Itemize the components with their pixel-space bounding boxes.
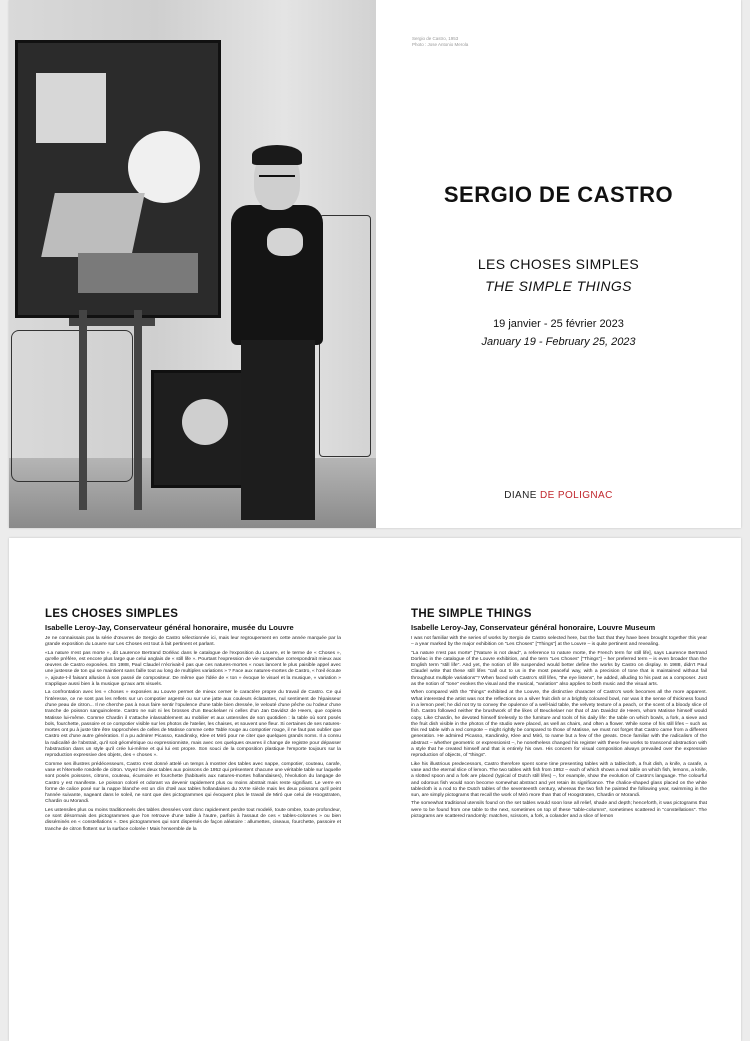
artist-figure-body — [231, 205, 323, 345]
exhibition-title-fr: LES CHOSES SIMPLES — [477, 256, 640, 272]
essay-author-en: Isabelle Leroy-Jay, Conservateur général honoraire, Louvre Museum — [411, 623, 656, 632]
easel-leg — [79, 310, 87, 510]
essay-paragraph: Like his illustrious predecessors, Castro therefore spent some time presenting tables with a tablecloth, a fruit dish, a knife, a carafe, a vase and the eternal slice of lemon. The two tables with fish from 1952 – each of which shows a real table on which fish, lemons, a knife, a slotted spoon and a fork are placed (typical of Dutch still lifes) –, for example, show the evolution of Castro's language. The colourful and odorous fish would soon become somewhat abstract and yet retain its significance. The chalice-shaped glass placed on the white tablecloth is a nod to the Dutch tables of the seventeenth century, whereas the two fish he painted the following year, swimming in the sun, are simply pictograms that recall the work of Miró more than that of Hoogstraten, Chardin or Morandi. — [411, 761, 707, 799]
artist-figure-glasses — [259, 175, 295, 185]
artist-figure-hands — [267, 228, 303, 256]
exhibition-title-en: THE SIMPLE THINGS — [485, 278, 632, 294]
essay-paragraph: «La nature n'est pas morte », dit Laurence Bertrand Dorléac dans le catalogue de l'exposition du Louvre, et le terme de « Choses », qu'elle préfère, est encore plus large que celui anglais de « still life ». Pourtant l'expression de vie suspendue correspondrait mieux aux œuvres de Castro exposées. En 1988, Paul Claudel n'écrivait-il pas que ces natures-mortes « nous lancent le plus paisible appel avec une justesse de ton qui se maintient sans faille tout au long de multiples variations » ? Face aux natures-mortes de Castro, « l'œil écoute », ajoute-t-il faisant allusion à son passé de compositeur. De même que l'idée de « ton » évoque le visuel et la musique, « variation » s'applique aussi bien à la musique qu'aux arts visuels. — [45, 650, 341, 688]
photo-credit-line: Photo : Jose Antonio Merola — [412, 41, 469, 47]
essay-paragraph: I was not familiar with the series of works by Sergio de Castro selected here, but the fact that they have been brought together this year – a year marked by the major exhibition on "Les Choses" ["Things"] at the Louvre – is quite pertinent and revealing. — [411, 636, 707, 648]
essay-column-fr — [45, 608, 341, 835]
essay-paragraph: When compared with the "things" exhibited at the Louvre, the distinctive character of Castro's work becomes all the more apparent. What interested the artist was not the reflections on a silver fruit dish or a brightly coloured bowl, nor was it the sense of thickness found in a lemon peel; he did not try to convey the opulence of a well-laid table, the velvety texture of a peach, or the scent of a bloody slice of fish. Castro followed neither the brushwork of the likes of Beuckelaer nor that of Jan Davidsz de Heem, whom Matisse himself would copy. Like Chardin, he devoted himself tirelessly to the furniture and tools of his daily life: the table on which bowls, a fork, a sieve and the fruit dish visible in the photos of the studio were placed, as well as chairs, and often a flower. While some of his still lifes – such as this red table with a red compote – might rightly be compared to those of Matisse, we must not forget that Castro came from a different generation. He admired Picasso, Kandinsky, Klee and Miró, to name but a few of the greats. Once familiar with the radicalism of the abstract – whether geometric or expressionist –, he nonetheless changed his register with these few works to transcend abstraction with a style that he created himself and that is entirely his own. His concern for visual composition always prevailed over the expressive reproduction of objects, of "things". — [411, 690, 707, 759]
photo-credit — [412, 36, 532, 47]
essay-heading-fr: LES CHOSES SIMPLES — [45, 608, 179, 620]
cover-page — [9, 0, 741, 528]
wall-drawing-left — [11, 330, 133, 482]
essay-paragraph: Comme ses illustres prédécesseurs, Castro s'est donné attelé un temps à montrer des tables avec nappe, compotier, couteau, carafe, vase et l'éternelle rondelle de citron. Voyez les deux tables aux poissons de 1952 qui présentent chacune une véritable table sur laquelle sont posés poissons, citrons, couteau, écumoire et fourchette (habituels aux natures-mortes hollandaises), l'évolution du langage de Castro y est manifeste. Le poisson coloré et odorant va devenir rapidement plus ou moins abstrait mais reste signifiant. Le verre en forme de calice posé sur la nappe blanche est un clin d'œil aux tables hollandaises du XVIIe siècle mais les deux poissons qu'il peint l'année suivante, nageant dans le soleil, ne sont que des pictogrammes qui évoquent plus le travail de Miró que celui de Hoogstraten, Chardin ou Morandi. — [45, 761, 341, 805]
painting-shape — [41, 193, 145, 257]
artist-figure-legs — [241, 340, 315, 520]
painting-on-easel — [15, 40, 221, 318]
essay-column-en — [411, 608, 707, 822]
essay-paragraph: "La nature n'est pas morte" ["Nature is not dead", a reference to nature morte, the French term for still life], says Laurence Bertrand Dorléac in the catalogue of the Louvre exhibition, and the term "Les Choses" ["Things"] – her preferred term – is even broader than the English term "still life". And yet, the notion of life suspended would better define the works by Castro on display. In 1988, didn't Paul Claudel write that these still lifes "call out to us in the most peaceful way, with a precision of tone that is maintained without fail throughout multiple variations"? When faced with Castro's still lifes, "the eye listens", he added, alluding to his past as a composer. Just as the notion of "tone" evokes the visual and the musical, "variation" also applies to both music and the visual arts. — [411, 650, 707, 688]
exhibition-dates-fr: 19 janvier - 25 février 2023 — [493, 318, 624, 330]
painting-shape — [182, 399, 228, 445]
exhibition-dates-en: January 19 - February 25, 2023 — [481, 336, 636, 348]
easel-leg — [134, 310, 142, 510]
essay-paragraph: The somewhat traditional utensils found on the set tables would soon lose all relief, shade and depth; henceforth, it was pictograms that were to be found from one table to the next, sometimes on top of these "table-columns", sometimes scattered in "constellations". The pictograms are scattered randomly: matches, scissors, a fork, a colander and a slice of lemon — [411, 801, 707, 820]
photo-credit-line: Sergio de Castro, 1953 — [412, 36, 459, 41]
essay-paragraph: Les ustensiles plus ou moins traditionnels des tables dressées vont donc rapidement perdre tout modelé, toute ombre, toute profondeur, ce sont désormais des pictogrammes que l'on retrouve d'une table à l'autre, parfois à l'assaut de ces « tables-colonnes » ou bien disséminés en « constellations ». Des pictogrammes qui sont dispersés de façon aléatoire : allumettes, ciseaux, fourchette, passoire et tranche de citron flottent sur la surface colorée ! Mais l'ensemble de la — [45, 807, 341, 832]
gallery-name-part2: DE POLIGNAC — [540, 490, 613, 501]
artist-name: SERGIO DE CASTRO — [443, 182, 674, 207]
essay-page — [9, 538, 741, 1041]
wall-drawing-right — [319, 215, 371, 457]
painting-shape — [36, 73, 106, 143]
gallery-name-part1: DIANE — [504, 490, 537, 501]
artist-photo — [9, 0, 376, 528]
essay-heading-en: THE SIMPLE THINGS — [411, 608, 532, 620]
gallery-logo — [376, 490, 741, 501]
essay-paragraph: La confrontation avec les « choses » exposées au Louvre permet de mieux cerner le caractère propre du travail de Castro. Ce qui l'intéresse, ce ne sont pas les reflets sur un compotier argenté ou sur une jatte aux couleurs éclatantes, nul sentiment de l'épaisseur d'une peau de citron... Il ne cherche pas à nous faire sentir l'opulence d'une table bien dressée, le velouté d'une pêche ou l'odeur d'une tranche de poisson sanguinolente. Castro ne suit ni les brosses d'un Beuckelaer ni celles d'un Jan Davidsz de Heem, que copiera Matisse lui-même. Comme Chardin il s'attache inlassablement au mobilier et aux ustensiles de son quotidien : la table où sont posés bols, fourchette, passoire et ce compotier visible sur les photos de l'atelier, les chaises, et souvent une fleur. Si certaines de ses natures-mortes ont pu à juste titre être rapprochées de celles de Matisse comme cette Table rouge au compotier rouge, il ne faut pas oublier que Castro est d'une autre génération. Il a pu admirer Picasso, Kandinsky, Klee et Miró pour ne citer que quelques grands noms. Il a connu la radicalité de l'abstrait, qu'il soit géométrique ou expressionniste, mais avec ces quelques œuvres il change de registre pour dépasser l'abstraction dans un style qu'il crée lui-même et qui lui est propre. Son souci de la composition plastique l'emporte toujours sur la reproduction expressive des objets, des « choses ». — [45, 690, 341, 759]
painting-shape — [78, 253, 198, 293]
essay-author-fr: Isabelle Leroy-Jay, Conservateur général honoraire, musée du Louvre — [45, 623, 294, 632]
easel-crossbar — [69, 318, 155, 326]
small-painting — [151, 370, 252, 488]
essay-paragraph: Je ne connaissais pas la série d'œuvres de Sergio de Castro sélectionnée ici, mais leur regroupement en cette année marquée par la grande exposition du Louvre sur Les Choses est tout à fait pertinent et parlant. — [45, 636, 341, 648]
artist-figure-hair — [252, 145, 302, 165]
